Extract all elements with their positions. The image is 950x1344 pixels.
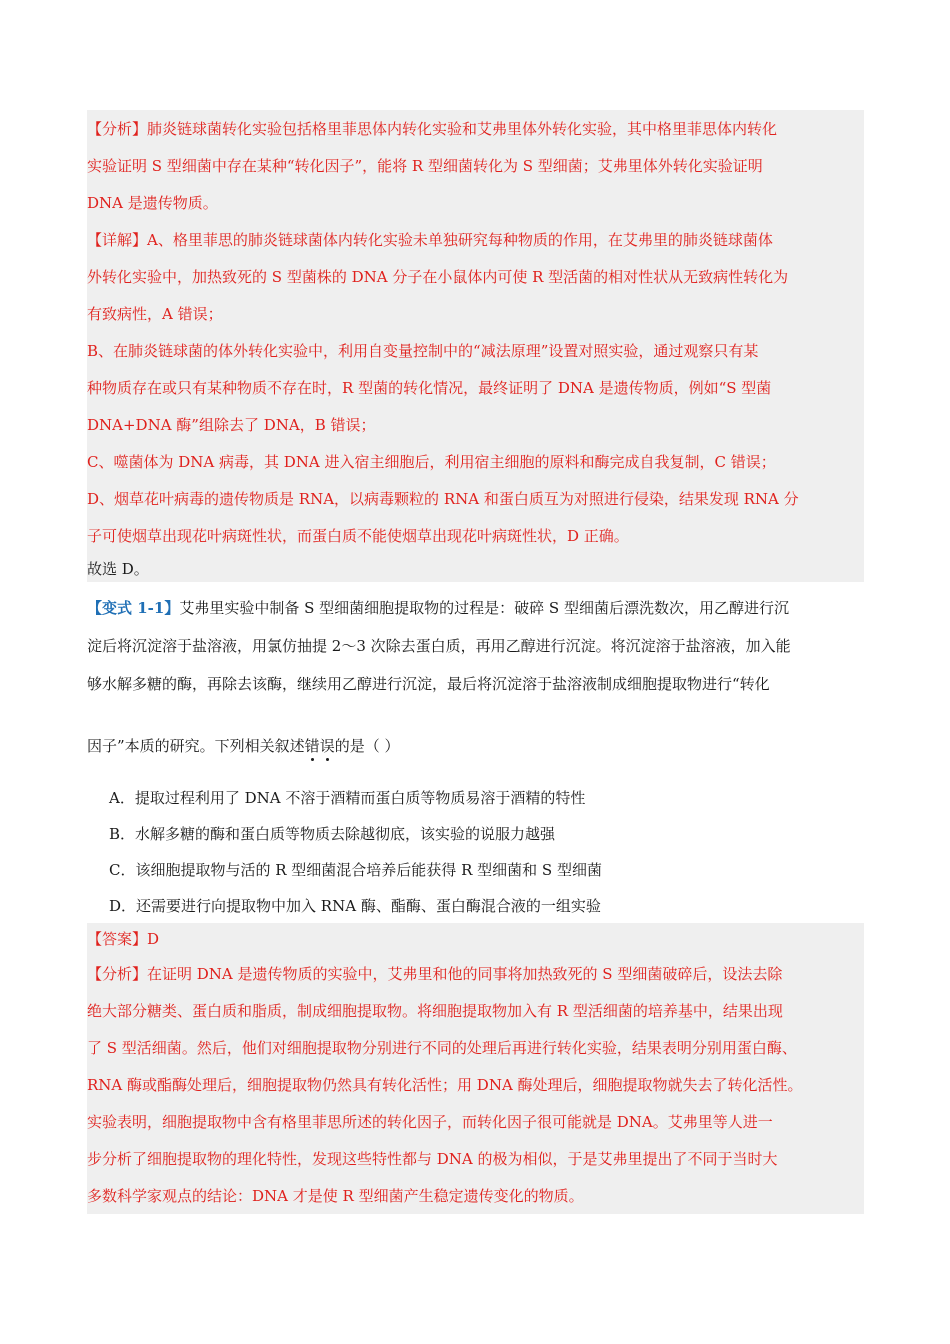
analysis2-line-6: 步分析了细胞提取物的理化特性，发现这些特性都与 DNA 的极为相似，于是艾弗里提出了不同于当时大	[87, 1140, 864, 1177]
answer-line: 【答案】D	[87, 923, 864, 955]
detail-b-line-3: DNA+DNA 酶”组除去了 DNA，B 错误；	[87, 406, 864, 443]
analysis2-line-1: 【分析】在证明 DNA 是遗传物质的实验中，艾弗里和他的同事将加热致死的 S 型细菌破碎后，设法去除	[87, 955, 864, 992]
detail-line-3: 有致病性，A 错误；	[87, 295, 864, 332]
conclusion-line: 故选 D。	[87, 554, 864, 582]
analysis2-line-3: 了 S 型活细菌。然后，他们对细胞提取物分别进行不同的处理后再进行转化实验，结果表明分别用蛋白酶、	[87, 1029, 864, 1066]
emphasis-char-1: 错	[304, 737, 320, 755]
question-line-2: 淀后将沉淀溶于盐溶液，用氯仿抽提 2～3 次除去蛋白质，再用乙醇进行沉淀。将沉淀溶于盐溶液，加入能	[87, 637, 791, 655]
analysis2-line-5: 实验表明，细胞提取物中含有格里菲思所述的转化因子，而转化因子很可能就是 DNA。艾弗里等人进一	[87, 1103, 864, 1140]
analysis-line-3: DNA 是遗传物质。	[87, 184, 864, 221]
option-c: C．该细胞提取物与活的 R 型细菌混合培养后能获得 R 型细菌和 S 型细菌	[109, 861, 602, 879]
analysis2-line-2: 绝大部分糖类、蛋白质和脂质，制成细胞提取物。将细胞提取物加入有 R 型活细菌的培养基中，结果出现	[87, 992, 864, 1029]
analysis2-line-7: 多数科学家观点的结论：DNA 才是使 R 型细菌产生稳定遗传变化的物质。	[87, 1177, 864, 1214]
detail-line-2: 外转化实验中，加热致死的 S 型菌株的 DNA 分子在小鼠体内可使 R 型活菌的相对性状从无致病性转化为	[87, 258, 864, 295]
detail-b-line-1: B、在肺炎链球菌的体外转化实验中，利用自变量控制中的“减法原理”设置对照实验，通过观察只有某	[87, 332, 864, 369]
question-line-1: 【变式 1-1】艾弗里实验中制备 S 型细菌细胞提取物的过程是：破碎 S 型细菌后漂洗数次，用乙醇进行沉	[87, 599, 789, 617]
analysis-line-1: 【分析】肺炎链球菌转化实验包括格里菲思体内转化实验和艾弗里体外转化实验，其中格里菲思体内转化	[87, 110, 864, 147]
analysis2-line-4: RNA 酶或酯酶处理后，细胞提取物仍然具有转化活性；用 DNA 酶处理后，细胞提取物就失去了转化活性。	[87, 1066, 864, 1103]
emphasis-char-2: 误	[319, 737, 335, 755]
option-a: A．提取过程利用了 DNA 不溶于酒精而蛋白质等物质易溶于酒精的特性	[109, 789, 586, 807]
detail-d-line-2: 子可使烟草出现花叶病斑性状，而蛋白质不能使烟草出现花叶病斑性状，D 正确。	[87, 517, 864, 554]
detail-b-line-2: 种物质存在或只有某种物质不存在时，R 型菌的转化情况，最终证明了 DNA 是遗传物质，例如“S 型菌	[87, 369, 864, 406]
detail-d-line-1: D、烟草花叶病毒的遗传物质是 RNA，以病毒颗粒的 RNA 和蛋白质互为对照进行侵染，结果发现 RNA 分	[87, 480, 864, 517]
detail-line-1: 【详解】A、格里菲思的肺炎链球菌体内转化实验未单独研究每种物质的作用，在艾弗里的肺炎链球菌体	[87, 221, 864, 258]
analysis-line-2: 实验证明 S 型细菌中存在某种“转化因子”，能将 R 型细菌转化为 S 型细菌；艾弗里体外转化实验证明	[87, 147, 864, 184]
question-line-3: 够水解多糖的酶，再除去该酶，继续用乙醇进行沉淀，最后将沉淀溶于盐溶液制成细胞提取物进行“转化	[87, 675, 770, 693]
option-b: B．水解多糖的酶和蛋白质等物质去除越彻底，该实验的说服力越强	[109, 825, 556, 843]
option-d: D．还需要进行向提取物中加入 RNA 酶、酯酶、蛋白酶混合液的一组实验	[109, 897, 601, 915]
variant-tag: 【变式 1-1】	[87, 599, 180, 617]
detail-c-line: C、噬菌体为 DNA 病毒，其 DNA 进入宿主细胞后，利用宿主细胞的原料和酶完成自我复制，C 错误；	[87, 443, 864, 480]
question-line-4: 因子”本质的研究。下列相关叙述错误的是（ ）	[87, 737, 400, 755]
